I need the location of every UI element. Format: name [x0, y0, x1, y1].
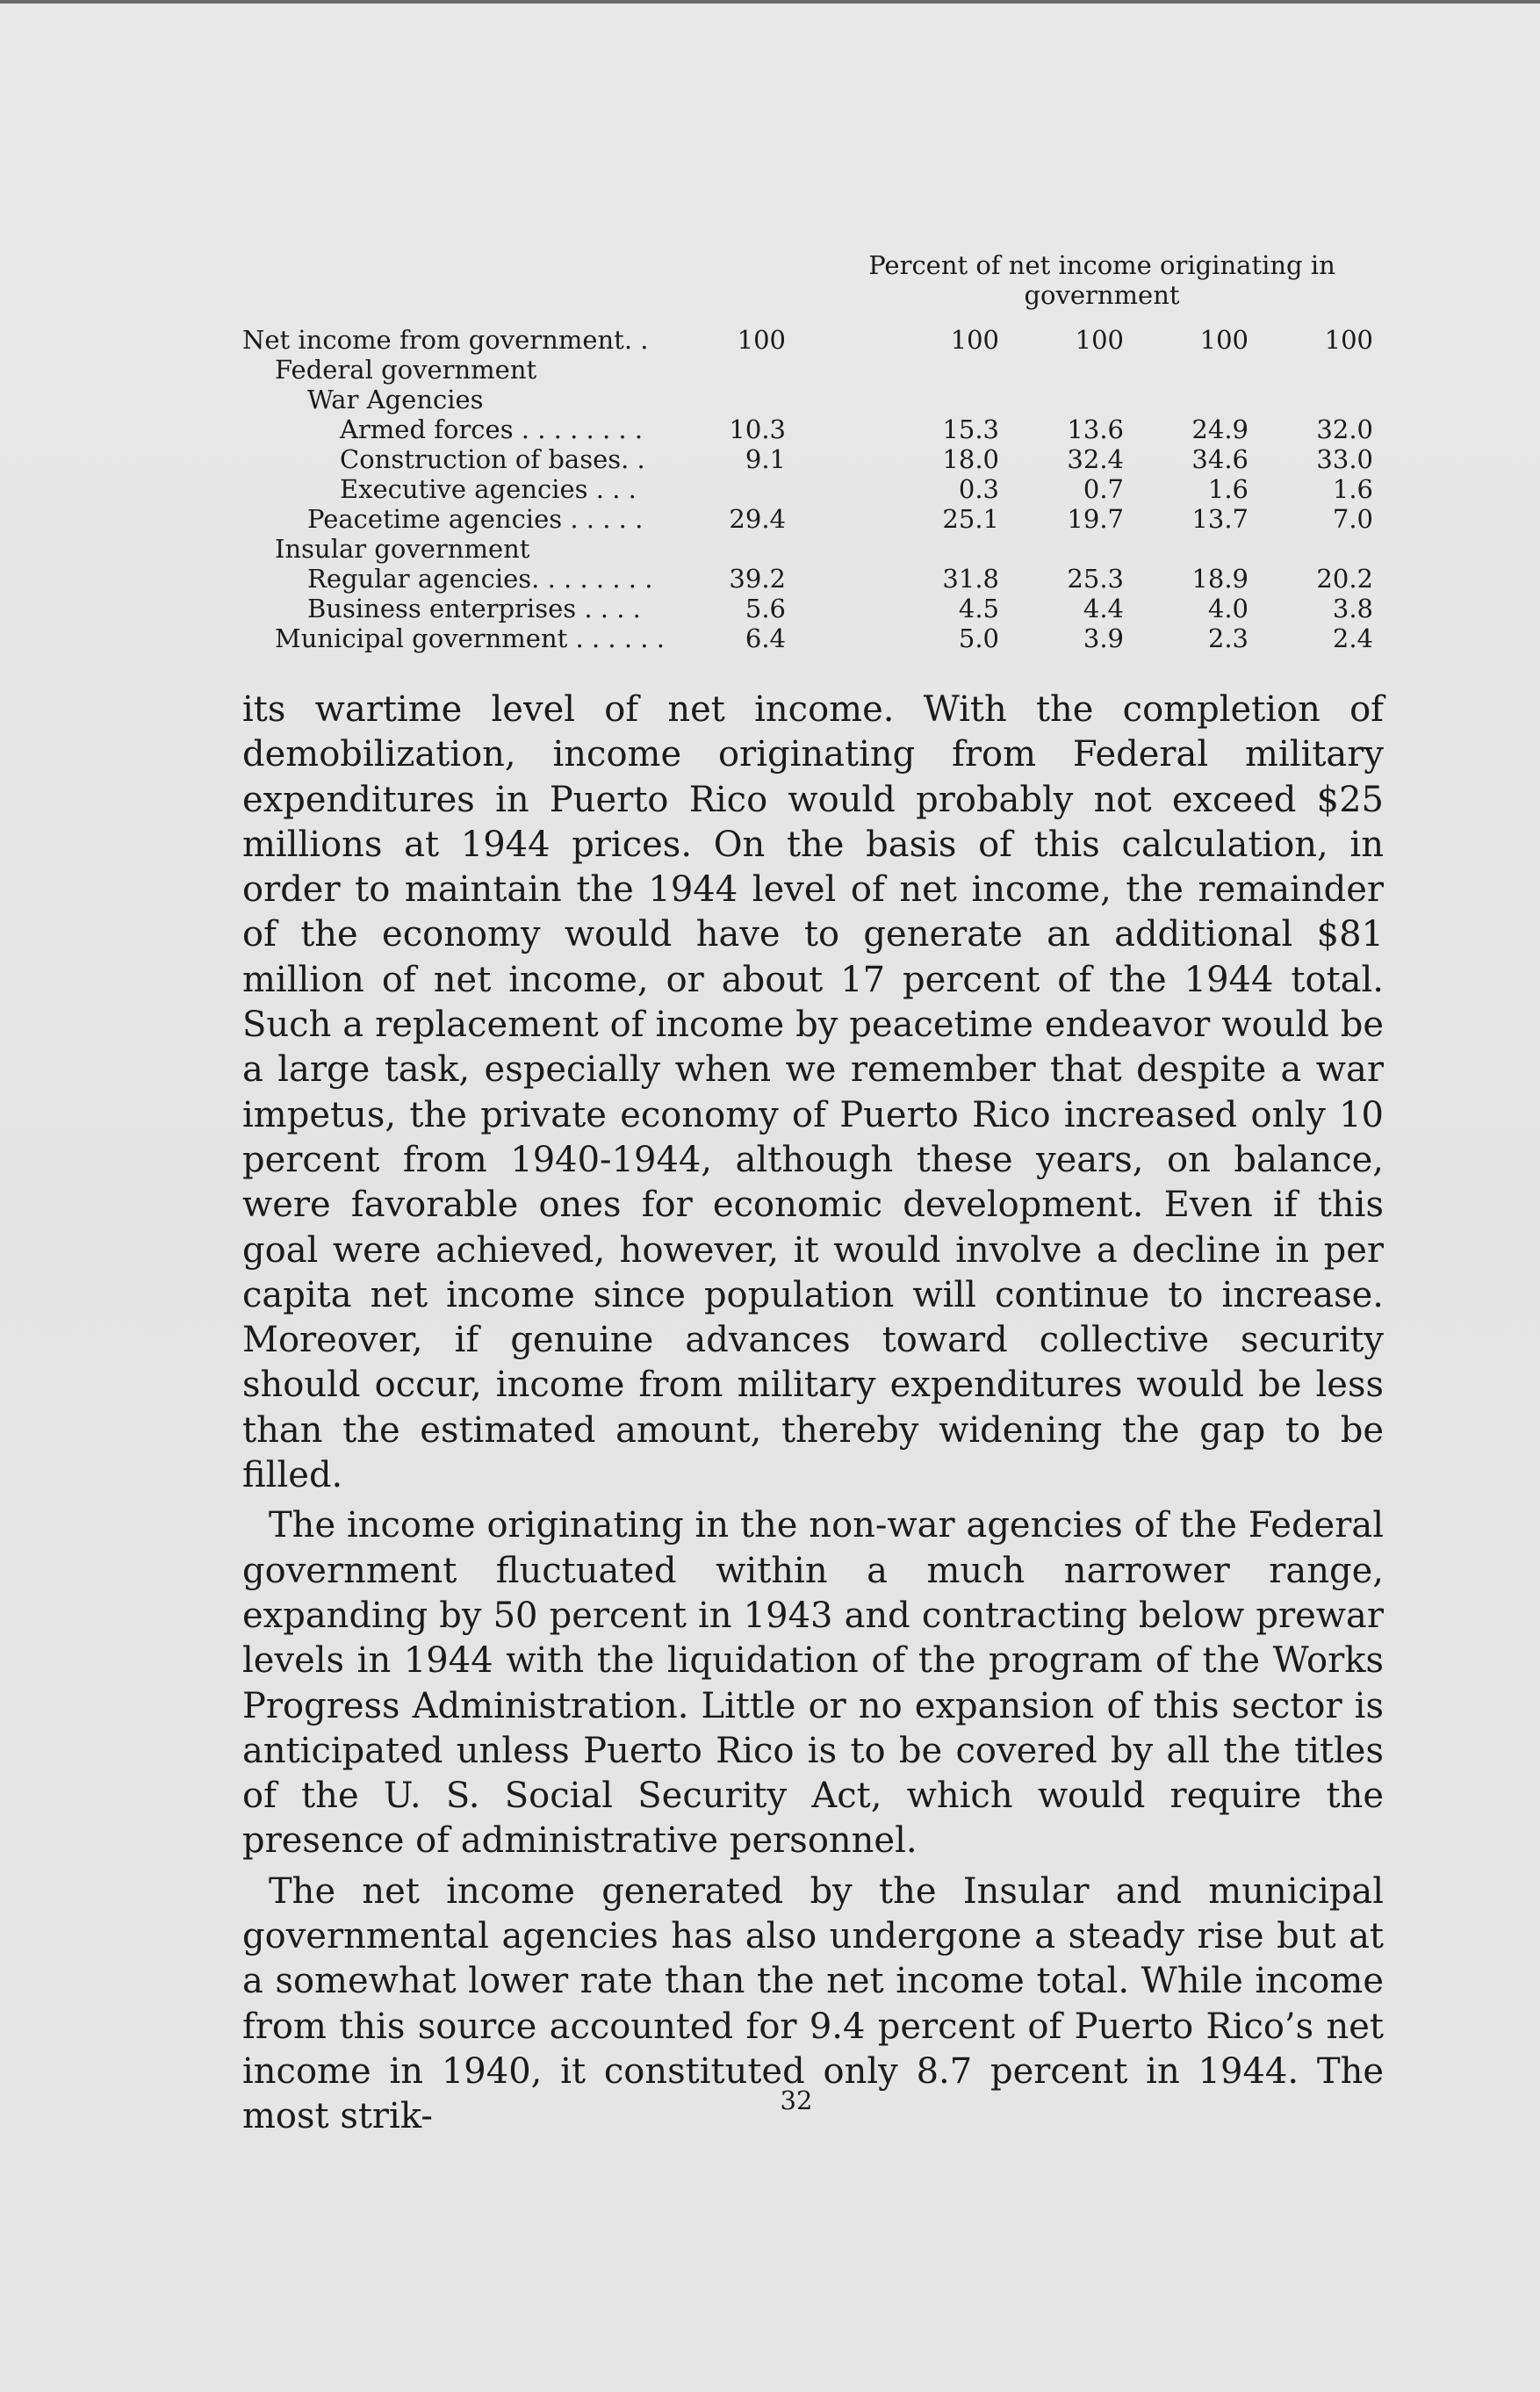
row-value: 24.9 — [1191, 414, 1249, 444]
row-value: 10.3 — [729, 414, 786, 444]
row-value: 32.0 — [1316, 414, 1373, 444]
table-row — [0, 594, 1540, 623]
row-value: 13.7 — [1191, 504, 1249, 534]
table-row — [0, 325, 1540, 355]
row-value: 19.7 — [1067, 504, 1124, 534]
table-row — [0, 444, 1540, 474]
page-number: 32 — [780, 2086, 813, 2115]
row-value: 5.0 — [958, 623, 999, 653]
row-value: 100 — [737, 325, 786, 355]
table-row — [0, 534, 1540, 564]
row-value: 2.3 — [1207, 623, 1249, 653]
row-label: Peacetime agencies . . . . . — [307, 504, 644, 534]
row-value: 2.4 — [1332, 623, 1373, 653]
row-value: 1.6 — [1332, 474, 1373, 504]
row-value: 5.6 — [745, 594, 786, 623]
row-value: 34.6 — [1191, 444, 1249, 474]
row-value: 15.3 — [942, 414, 999, 444]
row-value: 18.0 — [942, 444, 999, 474]
row-label: Regular agencies. . . . . . . . — [307, 564, 653, 594]
row-value: 4.4 — [1083, 594, 1124, 623]
row-value: 0.7 — [1083, 474, 1124, 504]
row-label: Business enterprises . . . . — [307, 594, 641, 623]
row-label: Federal government — [275, 355, 537, 385]
row-value: 7.0 — [1332, 504, 1373, 534]
row-label: War Agencies — [307, 385, 484, 414]
row-value: 25.3 — [1067, 564, 1124, 594]
row-value: 18.9 — [1191, 564, 1249, 594]
paragraph-3: The net income generated by the Insular and municipal governmental agencies has also undergone a steady rise but at a somewhat lower rate than the net income total. While income from this source accounted for 9.4 percent of Puerto Rico’s net income in 1940, it constituted only 8.7 percent in 1944. The most strik- — [242, 1870, 1384, 2137]
table-row — [0, 355, 1540, 385]
row-label: Municipal government . . . . . . — [275, 623, 665, 653]
row-label: Construction of bases. . — [340, 444, 645, 474]
row-value: 1.6 — [1207, 474, 1249, 504]
row-value: 6.4 — [745, 623, 786, 653]
table-row — [0, 504, 1540, 534]
row-value: 100 — [950, 325, 999, 355]
row-value: 33.0 — [1316, 444, 1373, 474]
row-label: Executive agencies . . . — [340, 474, 637, 504]
table-row — [0, 385, 1540, 414]
table-header — [729, 250, 1475, 310]
row-value: 3.9 — [1083, 623, 1124, 653]
row-label: Net income from government. . — [242, 325, 649, 355]
row-value: 0.3 — [958, 474, 999, 504]
row-value: 39.2 — [729, 564, 786, 594]
paragraph-2: The income originating in the non-war agencies of the Federal government fluctuated within a much narrower range, expanding by 50 percent in 1943 and contracting below prewar levels in 1944 with the liquidation of the program of the Works Progress Administration. Little or no expansion of this sector is anticipated unless Puerto Rico is to be covered by all the titles of the U. S. Social Security Act, which would require the presence of administrative personnel. — [242, 1505, 1384, 1862]
row-value: 4.0 — [1207, 594, 1249, 623]
table-row — [0, 623, 1540, 653]
row-value: 20.2 — [1316, 564, 1373, 594]
row-value: 25.1 — [942, 504, 999, 534]
table-row — [0, 414, 1540, 444]
table-row — [0, 474, 1540, 504]
table-header-line1: Percent of net income originating in — [868, 250, 1335, 280]
row-label: Insular government — [275, 534, 530, 564]
row-value: 100 — [1199, 325, 1249, 355]
table-header-line2: government — [1024, 280, 1180, 310]
row-label: Armed forces . . . . . . . . — [340, 414, 644, 444]
row-value: 100 — [1075, 325, 1124, 355]
row-value: 9.1 — [745, 444, 786, 474]
row-value: 31.8 — [942, 564, 999, 594]
row-value: 4.5 — [958, 594, 999, 623]
row-value: 13.6 — [1067, 414, 1124, 444]
row-value: 29.4 — [729, 504, 786, 534]
paragraph-1: its wartime level of net income. With the completion of demobilization, income originating from Federal military expenditures in Puerto Rico would probably not exceed $25 millions at 1944 prices. On the basis of this calculation, in order to maintain the 1944 level of net income, the remainder of the economy would have to generate an additional $81 million of net income, or about 17 percent of the 1944 total. Such a replacement of income by peacetime endeavor would be a large task, especially when we remember that despite a war impetus, the private economy of Puerto Rico increased only 10 percent from 1940-1944, although these years, on balance, were favorable ones for economic development. Even if this goal were achieved, however, it would involve a decline in per capita net income since population will continue to increase. Moreover, if genuine advances toward collective security should occur, income from military expenditures would be less than the estimated amount, thereby widening the gap to be filled. — [242, 689, 1384, 1496]
row-value: 32.4 — [1067, 444, 1124, 474]
row-value: 3.8 — [1332, 594, 1373, 623]
table-row — [0, 564, 1540, 594]
body-text — [242, 688, 1384, 2140]
page-top-edge — [0, 0, 1540, 4]
row-value: 100 — [1324, 325, 1373, 355]
